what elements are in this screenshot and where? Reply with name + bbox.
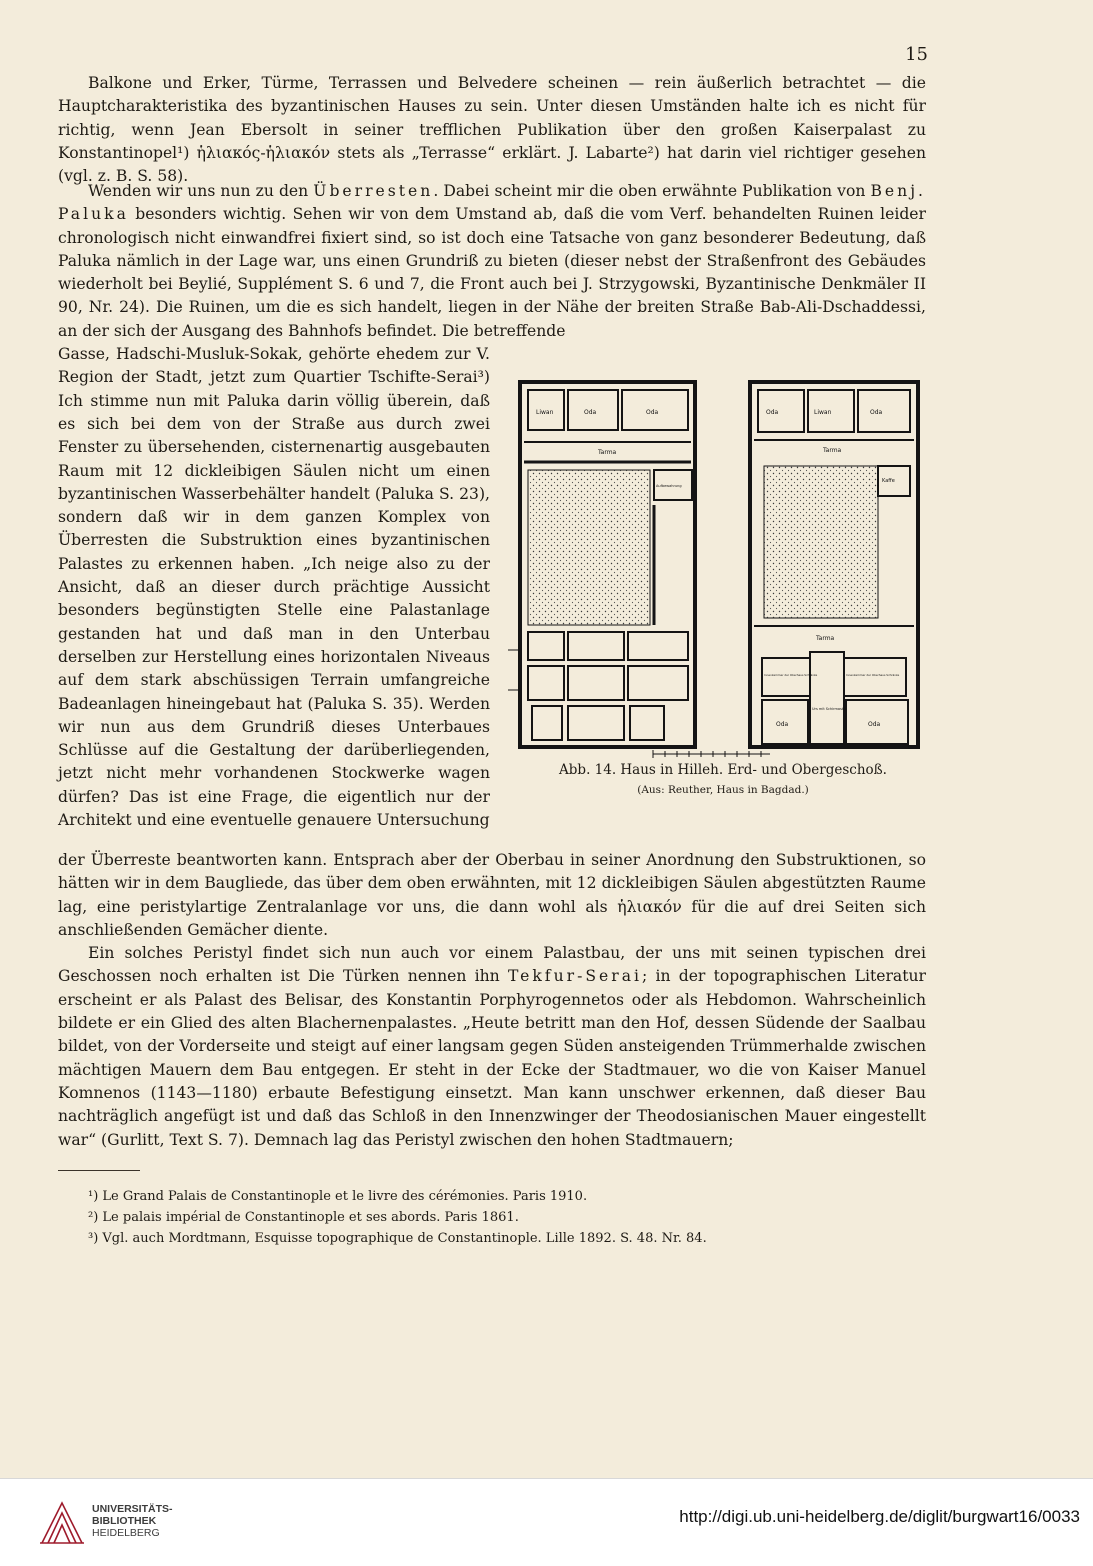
page-number: 15 [905, 44, 928, 65]
courtyard-right [764, 466, 878, 618]
bath-room-5 [568, 666, 624, 700]
paragraph-3: der Überreste beantworten kann. Entsprach aber der Oberbau in seiner Anordnung den Substruktionen, so hätten wir in dem Baugliede, das über dem oben erwähnten, mit 12 dickleibigen Säulen abgestützten Raume lag, eine peristylartige Zentralanlage vor uns, die dann wohl als ἡλιακόν für die auf drei Seiten sich anschließenden Gemächer diente. [58, 851, 926, 939]
emphasis-paluka: Benj. Paluka [58, 182, 926, 224]
paragraph-4 [58, 942, 926, 1152]
caption-source: (Aus: Reuther, Haus in Bagdad.) [637, 784, 809, 796]
para2-text-c: besonders wichtig. Sehen wir von dem Umstand ab, daß die vom Verf. behandelten Ruinen leider chronologisch nicht einwandfrei fixiert sind, so ist doch eine Tatsache von ganz besonderer Bedeutung, daß Paluka nämlich in der Lage war, uns einen Grundriß zu bieten (dieser nebst der Straßenfront des Gebäudes wiederholt bei Beylié, Supplément S. 6 und 7, die Front auch bei J. Strzygowski, Byzantinische Denkmäler II 90, Nr. 24). Die Ruinen, um die es sich handelt, liegen in der Nähe der breiten Straße Bab-Ali-Dschaddessi, an der sich der Ausgang des Bahnhofs befindet. Die betreffende [58, 205, 926, 340]
ground-floor-plan [508, 382, 695, 747]
label-tarma-right: Tarma [823, 447, 842, 454]
footnote-3: ³) Vgl. auch Mordtmann, Esquisse topographique de Constantinople. Lille 1892. S. 48. Nr. 84. [88, 1231, 707, 1246]
bath-room-3 [628, 632, 688, 660]
library-logo-icon [38, 1499, 86, 1547]
label-oda-left-2: Oda [646, 409, 659, 416]
emphasis-ueberresten: Überresten [313, 182, 434, 200]
para2-text-b: . Dabei scheint mir die oben erwähnte Publikation von [433, 182, 871, 200]
source-url[interactable]: http://digi.ub.uni-heidelberg.de/diglit/burgwart16/0033 [679, 1507, 1080, 1526]
label-small-right: Innenkammer der Oberhaus Schränke [846, 673, 900, 677]
emphasis-tekfur-serai: Tekfur-Serai [507, 967, 642, 986]
label-tarma-left: Tarma [598, 449, 617, 456]
footnotes [88, 1186, 918, 1249]
figure-caption [508, 760, 938, 800]
paragraph-2-wrap: Gasse, Hadschi-Musluk-Sokak, gehörte ehedem zur V. Region der Stadt, jetzt zum Quartier Tschifte-Serai³) Ich stimme nun mit Paluka darin völlig überein, daß es sich bei dem von der Straße aus durch zwei Fenster zu übersehenden, cisternenartig ausgebauten Raum mit 12 dickleibigen Säulen nicht um einen byzantinischen Wasserbehälter handelt (Paluka S. 23), sondern daß wir in dem ganzen Komplex von Überresten die Substruktion eines byzantinischen Palastes zu erkennen haben. „Ich neige also zu der Ansicht, daß an dieser durch prächtige Aussicht besonders begünstigten Stelle eine Palastanlage gestanden hat und daß man in den Unterbau derselben zur Herstellung eines horizontalen Niveaus auf dem stark abschüssigen Terrain umfangreiche Badeanlagen hineingebaut hat (Paluka S. 35). Werden wir nun aus dem Grundriß dieses Unterbaues Schlüsse auf die Gestaltung der darüberliegenden, jetzt nicht mehr vorhandenen Stockwerke wagen dürfen? Das ist eine Frage, die eigentlich nur der Architekt und eine eventuelle genauere Untersuchung [58, 345, 490, 830]
label-liwan-left: Liwan [536, 409, 554, 416]
label-small-left: Innenkammer der Oberhaus Schränke [764, 673, 818, 677]
paragraph-rest-block [58, 849, 926, 1152]
para2-text-a: Wenden wir uns nun zu den [88, 182, 314, 200]
bath-room-7 [532, 706, 562, 740]
label-oda-left-1: Oda [584, 409, 597, 416]
label-center: Urs mit Schirmaskil [812, 707, 846, 711]
footnote-2: ²) Le palais impérial de Constantinople et ses abords. Paris 1861. [88, 1210, 519, 1225]
label-oda-right-3: Oda [776, 721, 789, 728]
para4-text-b: ; in der topographischen Literatur erscheint er als Palast des Belisar, des Konstantin Porphyrogennetos oder als Hebdomon. Wahrscheinlich bildete er ein Glied des alten Blachernenpalastes. „Heute betritt man den Hof, dessen Südende der Saalbau bildet, von der Vorderseite und steigt auf einer langsam gegen Süden ansteigenden Trümmerhalde zwischen mächtigen Mauern dem Bau entgegen. Er steht in der Ecke der Stadtmauer, wo die von Kaiser Manuel Komnenos (1143—1180) erbaute Befestigung einsetzt. Man kann unschwer erkennen, daß dieser Bau nachträglich angefügt ist und daß das Schloß in den Innenzwinger der Theodosianischen Mauer eingestellt war“ (Gurlitt, Text S. 7). Demnach lag das Peristyl zwischen den hohen Stadtmauern; [58, 967, 926, 1149]
small-room-right [844, 658, 906, 696]
paragraph-1: Balkone und Erker, Türme, Terrassen und Belvedere scheinen — rein äußerlich betrachtet — die Hauptcharakteristika des byzantinischen Hauses zu sein. Unter diesen Umständen halte ich es nicht für richtig, wenn Jean Ebersolt in seiner trefflichen Publikation über den großen Kaiserpalast zu Konstantinopel¹) ἡλιακός-ἡλιακόν stets als „Terrasse“ erklärt. J. Labarte²) hat darin viel richtiger gesehen (vgl. z. B. S. 58). [58, 74, 926, 186]
label-kaffe: Kaffe [882, 478, 895, 484]
label-oda-right-4: Oda [868, 721, 881, 728]
library-name-line-2: BIBLIOTHEK [92, 1515, 157, 1527]
room-oda-right-2 [858, 390, 910, 432]
library-footer [0, 1478, 1093, 1566]
footnote-divider [58, 1170, 140, 1171]
label-oda-right-1: Oda [766, 409, 779, 416]
library-name [92, 1503, 173, 1539]
library-name-line-3: HEIDELBERG [92, 1527, 160, 1539]
small-room-left [762, 658, 810, 696]
bath-room-8 [568, 706, 624, 740]
label-oda-right-2: Oda [870, 409, 883, 416]
paragraph-2 [58, 180, 926, 343]
bath-room-2 [568, 632, 624, 660]
label-liwan-right: Liwan [814, 409, 832, 416]
caption-title: Abb. 14. Haus in Hilleh. Erd- und Obergeschoß. [559, 762, 887, 778]
floor-plan-svg [508, 370, 928, 760]
room-oda-right-1 [758, 390, 804, 432]
center-hall [810, 652, 844, 744]
label-storage: Aufbewahrung [656, 484, 682, 488]
upper-floor-plan [750, 382, 918, 747]
bath-room-1 [528, 632, 564, 660]
bath-room-9 [630, 706, 664, 740]
label-tarma2: Tarma [816, 635, 835, 642]
courtyard-left [528, 470, 650, 625]
bath-room-4 [528, 666, 564, 700]
footnote-1: ¹) Le Grand Palais de Constantinople et le livre des cérémonies. Paris 1910. [88, 1189, 588, 1204]
library-name-line-1: UNIVERSITÄTS- [92, 1503, 173, 1515]
scale-bar [653, 750, 770, 758]
bath-room-6 [628, 666, 688, 700]
para4-text-a: Ein solches Peristyl findet sich nun auch vor einem Palastbau, der uns mit seinen typischen drei Geschossen noch erhalten ist Die Türken nennen ihn [58, 944, 926, 986]
paragraph-intro [58, 72, 926, 188]
